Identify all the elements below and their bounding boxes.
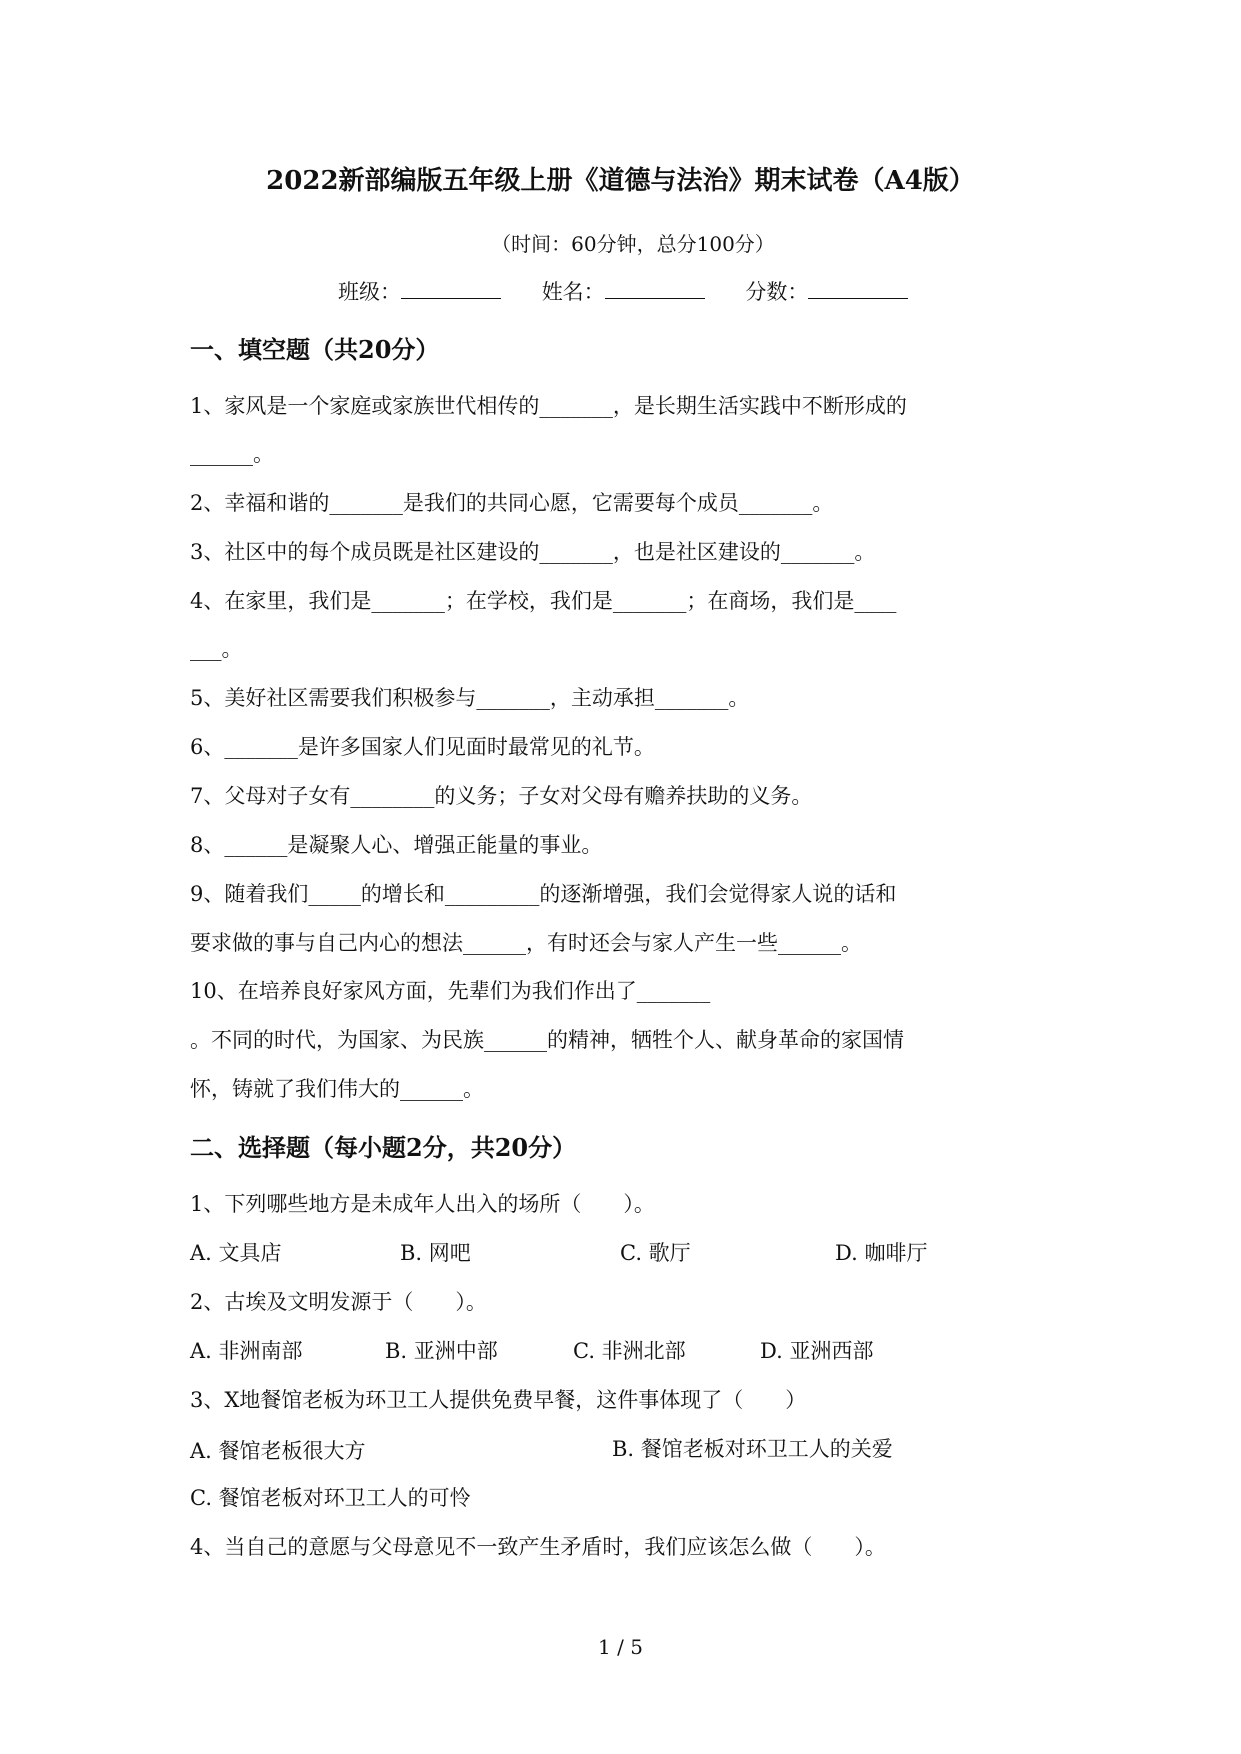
q2-option-c: C. 非洲北部 bbox=[573, 1339, 686, 1363]
q1-option-a: A. 文具店 bbox=[190, 1241, 282, 1265]
page-title: 2022新部编版五年级上册《道德与法治》期末试卷（A4版） bbox=[266, 166, 975, 196]
question-line: 要求做的事与自己内心的想法______，有时还会与家人产生一些______。 bbox=[190, 931, 862, 955]
q1-option-d: D. 咖啡厅 bbox=[835, 1241, 928, 1265]
q1-option-c: C. 歌厅 bbox=[620, 1241, 691, 1265]
section-heading-fill-blank: 一、填空题（共20分） bbox=[190, 335, 440, 364]
question-line: 1、家风是一个家庭或家族世代相传的_______，是长期生活实践中不断形成的 bbox=[190, 394, 907, 418]
question-line: 4、在家里，我们是_______；在学校，我们是_______；在商场，我们是____ bbox=[190, 589, 897, 613]
question-line: 怀，铸就了我们伟大的______。 bbox=[190, 1077, 484, 1101]
q3-option-b: B. 餐馆老板对环卫工人的关爱 bbox=[612, 1437, 893, 1461]
student-info-row bbox=[338, 276, 942, 306]
question-line: 6、_______是许多国家人们见面时最常见的礼节。 bbox=[190, 735, 655, 759]
question-1: 1、下列哪些地方是未成年人出入的场所（ ）。 bbox=[190, 1192, 655, 1216]
q2-option-b: B. 亚洲中部 bbox=[385, 1339, 498, 1363]
score-blank bbox=[808, 278, 908, 299]
score-label: 分数： bbox=[745, 280, 809, 304]
score-field bbox=[745, 276, 908, 306]
page-number: 1 / 5 bbox=[598, 1635, 643, 1659]
class-label: 班级： bbox=[338, 280, 401, 304]
question-line: 2、幸福和谐的_______是我们的共同心愿，它需要每个成员_______。 bbox=[190, 491, 834, 515]
name-label: 姓名： bbox=[541, 280, 605, 304]
question-4: 4、当自己的意愿与父母意见不一致产生矛盾时，我们应该怎么做（ ）。 bbox=[190, 1535, 886, 1559]
class-field bbox=[338, 276, 501, 306]
question-3: 3、X地餐馆老板为环卫工人提供免费早餐，这件事体现了（ ） bbox=[190, 1388, 807, 1412]
exam-time-info: （时间：60分钟，总分100分） bbox=[491, 232, 775, 256]
question-line: 。不同的时代，为国家、为民族______的精神，牺牲个人、献身革命的家国情 bbox=[190, 1028, 904, 1052]
question-line: 7、父母对子女有________的义务；子女对父母有赡养扶助的义务。 bbox=[190, 784, 813, 808]
q2-option-a: A. 非洲南部 bbox=[190, 1339, 303, 1363]
name-blank bbox=[605, 278, 705, 299]
question-line: ___。 bbox=[190, 637, 243, 661]
question-line: 3、社区中的每个成员既是社区建设的_______，也是社区建设的_______。 bbox=[190, 540, 876, 564]
question-2: 2、古埃及文明发源于（ ）。 bbox=[190, 1290, 487, 1314]
question-line: 9、随着我们_____的增长和_________的逐渐增强，我们会觉得家人说的话和 bbox=[190, 882, 897, 906]
q3-option-c: C. 餐馆老板对环卫工人的可怜 bbox=[190, 1486, 471, 1510]
question-line: ______。 bbox=[190, 442, 274, 466]
question-line: 8、______是凝聚人心、增强正能量的事业。 bbox=[190, 833, 603, 857]
class-blank bbox=[401, 278, 501, 299]
question-line: 5、美好社区需要我们积极参与_______，主动承担_______。 bbox=[190, 686, 750, 710]
name-field bbox=[542, 276, 705, 306]
q1-option-b: B. 网吧 bbox=[400, 1241, 471, 1265]
section-heading-multiple-choice: 二、选择题（每小题2分，共20分） bbox=[190, 1133, 577, 1162]
question-line: 10、在培养良好家风方面，先辈们为我们作出了_______ bbox=[190, 979, 711, 1003]
q2-option-d: D. 亚洲西部 bbox=[760, 1339, 874, 1363]
q3-option-a: A. 餐馆老板很大方 bbox=[190, 1439, 366, 1463]
